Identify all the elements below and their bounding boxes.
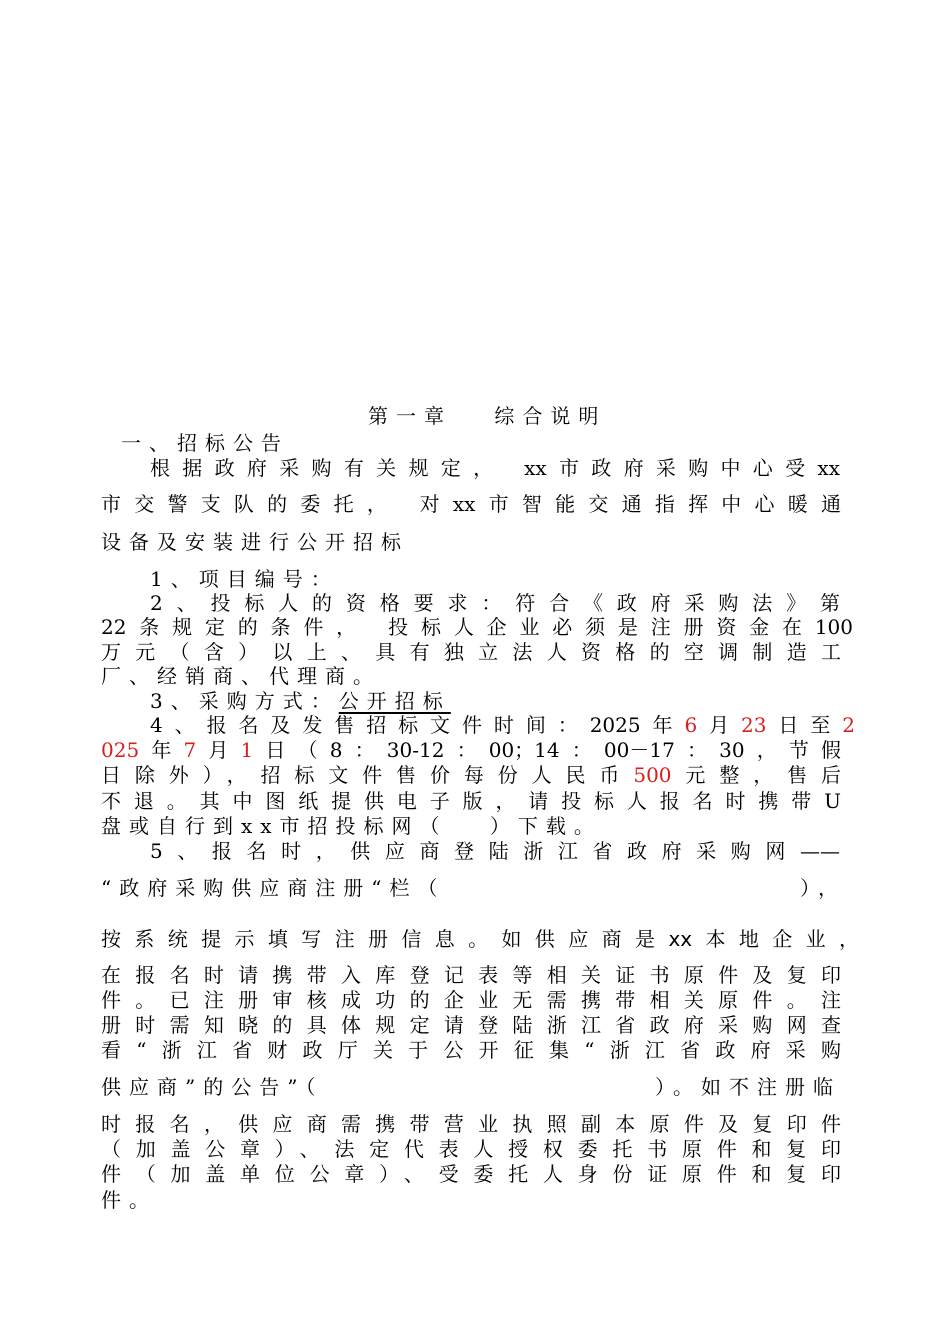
item-4-price-suffix: 元整，售后 bbox=[671, 763, 842, 787]
intro-line-3: 设备及安装进行公开招标 bbox=[101, 530, 409, 554]
item-4-line-1 bbox=[150, 713, 855, 737]
item-4-text-b: 月 bbox=[697, 713, 742, 737]
item-4-text-d: 年 bbox=[139, 738, 184, 762]
intro-line-1: 根据政府采购有关规定， xx市政府采购中心受xx bbox=[150, 456, 840, 480]
item-5-line-7: 看“浙江省财政厅关于公开征集“浙江省政府采购 bbox=[101, 1038, 841, 1062]
item-2-line-3: 万元（含）以上、具有独立法人资格的空调制造工 bbox=[101, 640, 841, 664]
item-2-line-2: 22条规定的条件， 投标人企业必须是注册资金在100 bbox=[101, 615, 853, 639]
registration-column-text: “政府采购供应商注册“栏（ bbox=[101, 876, 446, 900]
item-5-line-12: 件。 bbox=[101, 1188, 157, 1212]
document-price: 500 bbox=[633, 763, 672, 787]
item-2-line-4: 厂、经销商、代理商。 bbox=[101, 664, 381, 688]
item-4-line-2 bbox=[101, 738, 841, 762]
item-5-line-3 bbox=[101, 927, 859, 951]
item-3 bbox=[150, 689, 890, 713]
item-1: 1、项目编号： bbox=[150, 567, 339, 591]
end-year-start: 2 bbox=[842, 713, 856, 737]
procurement-method: 公开招标 bbox=[338, 689, 451, 713]
item-5-line-11: 件（加盖单位公章）、受委托人身份证原件和复印 bbox=[101, 1162, 841, 1186]
item-5-line-10: （加盖公章）、法定代表人授权委托书原件和复印 bbox=[101, 1137, 841, 1161]
chapter-title: 第一章 综合说明 bbox=[368, 404, 607, 428]
item-2-line-1: 2、投标人的资格要求：符合《政府采购法》第 bbox=[150, 591, 840, 615]
item-4-text-c: 日至 bbox=[766, 713, 843, 737]
local-city-placeholder: xx bbox=[668, 927, 693, 951]
start-day: 23 bbox=[741, 713, 767, 737]
item-4-price-label: 日除外），招标文件售价每份人民币 bbox=[101, 763, 634, 787]
item-5-line-3-text: 按系统提示填写注册信息。如供应商是 bbox=[101, 927, 669, 951]
item-4-line-4: 不退。其中图纸提供电子版，请投标人报名时携带U bbox=[101, 789, 841, 813]
item-4-text-e: 月 bbox=[196, 738, 241, 762]
section-heading: 一、招标公告 bbox=[121, 431, 289, 455]
notice-title-text: 供应商”的公告”（ bbox=[101, 1075, 324, 1099]
item-5-line-6: 册时需知晓的具体规定请登陆浙江省政府采购网查 bbox=[101, 1013, 841, 1037]
end-day: 1 bbox=[240, 738, 254, 762]
item-4-text-f: 日（8：30-12：00；14：00－17：30，节假 bbox=[253, 738, 842, 762]
registration-column-close: ）， bbox=[800, 876, 846, 900]
item-4-text-a: 4、报名及发售招标文件时间：2025年 bbox=[150, 713, 685, 737]
item-5-line-8 bbox=[101, 1075, 841, 1099]
item-5-line-4: 在报名时请携带入库登记表等相关证书原件及复印 bbox=[101, 963, 841, 987]
start-month: 6 bbox=[684, 713, 698, 737]
item-4-line-3 bbox=[101, 763, 841, 787]
item-5-line-5: 件。已注册审核成功的企业无需携带相关原件。注 bbox=[101, 988, 841, 1012]
item-3-label: 3、采购方式： bbox=[150, 689, 339, 713]
end-month: 7 bbox=[183, 738, 197, 762]
item-5-line-9: 时报名，供应商需携带营业执照副本原件及复印件 bbox=[101, 1112, 841, 1136]
notice-close-text: ）。如不注册临 bbox=[655, 1075, 841, 1099]
end-year-end: 025 bbox=[101, 738, 140, 762]
item-5-line-1: 5、报名时，供应商登陆浙江省政府采购网—— bbox=[150, 839, 840, 863]
item-5-line-2 bbox=[101, 876, 846, 900]
item-4-line-5: 盘或自行到xx市招投标网（ ）下载。 bbox=[101, 814, 602, 838]
intro-line-2: 市交警支队的委托， 对xx市智能交通指挥中心暖通 bbox=[101, 492, 841, 516]
item-5-line-3-suffix: 本地企业， bbox=[692, 927, 860, 951]
